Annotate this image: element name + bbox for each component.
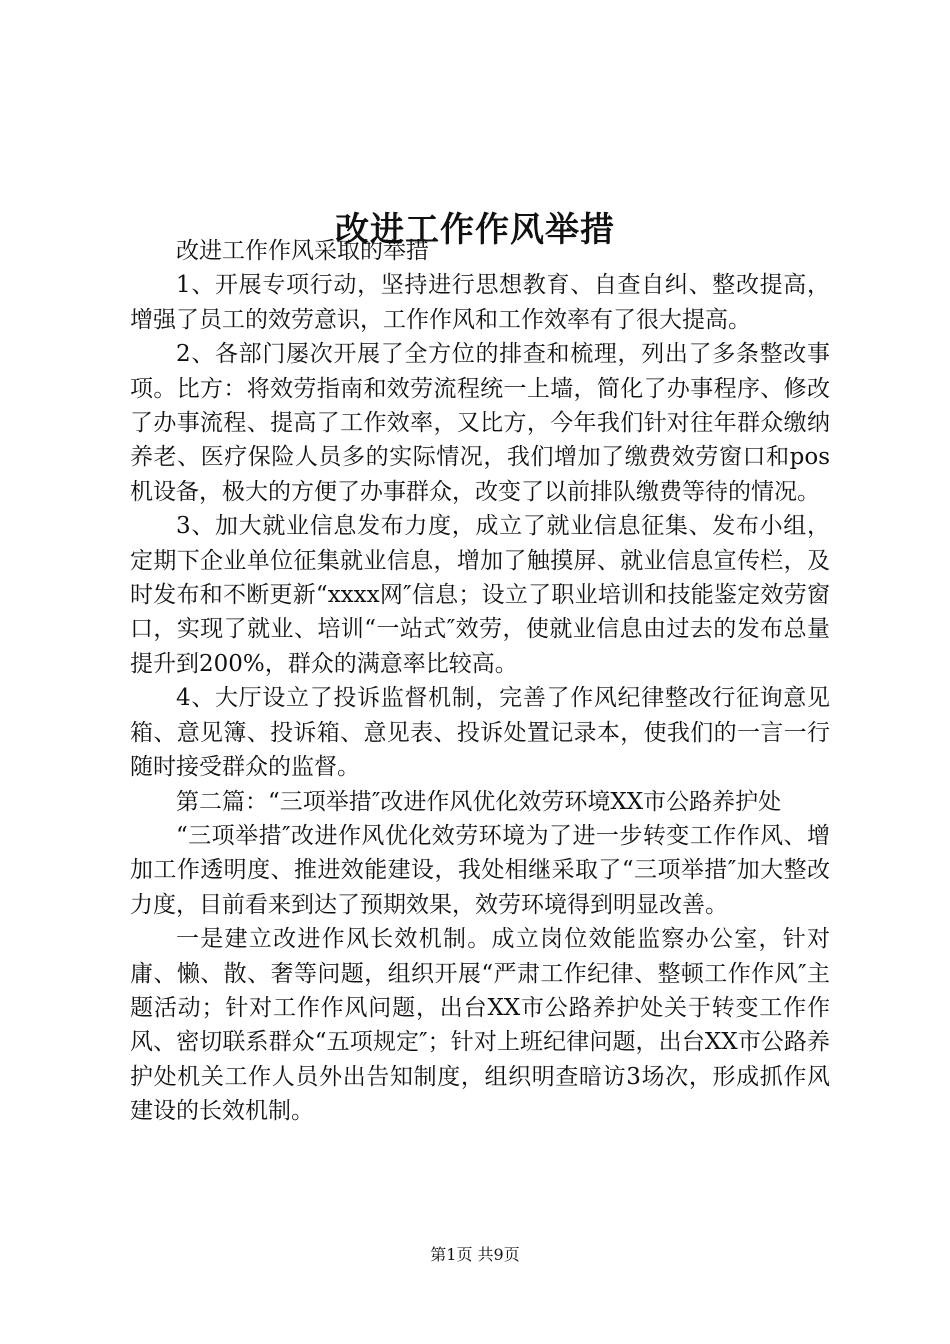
page-footer: 第1页 共9页 [430,1245,520,1264]
document-body [130,234,830,1129]
paragraph: “三项举措″改进作风优化效劳环境为了进一步转变工作作风、增加工作透明度、推进效能建设，我处相继采取了“三项举措″加大整改力度，目前看来到达了预期效果，效劳环境得到明显改善。 [130,822,830,918]
paragraph: 改进工作作风采取的举措 [176,238,429,264]
paragraph: 1、开展专项行动，坚持进行思想教育、自查自纠、整改提高，增强了员工的效劳意识，工作作风和工作效率有了很大提高。 [130,272,830,333]
paragraph: 2、各部门屡次开展了全方位的排查和梳理，列出了多条整改事项。比方：将效劳指南和效劳流程统一上墙，简化了办事程序、修改了办事流程、提高了工作效率，又比方，今年我们针对往年群众缴纳养老、医疗保险人员多的实际情况，我们增加了缴费效劳窗口和pos机设备，极大的方便了办事群众，改变了以前排队缴费等待的情况。 [130,341,830,505]
paragraph: 一是建立改进作风长效机制。成立岗位效能监察办公室，针对庸、懒、散、奢等问题，组织开展“严肃工作纪律、整顿工作作风″主题活动；针对工作作风问题，出台XX市公路养护处关于转变工作作风、密切联系群众“五项规定″；针对上班纪律问题，出台XX市公路养护处机关工作人员外出告知制度，组织明查暗访3场次，形成抓作风建设的长效机制。 [130,926,830,1125]
paragraph: 3、加大就业信息发布力度，成立了就业信息征集、发布小组，定期下企业单位征集就业信息，增加了触摸屏、就业信息宣传栏，及时发布和不断更新“xxxx网″信息；设立了职业培训和技能鉴定效劳窗口，实现了就业、培训“一站式″效劳，使就业信息由过去的发布总量提升到200%，群众的满意率比较高。 [130,513,830,677]
paragraph: 4、大厅设立了投诉监督机制，完善了作风纪律整改行征询意见箱、意见簿、投诉箱、意见表、投诉处置记录本，使我们的一言一行随时接受群众的监督。 [130,685,830,781]
paragraph: 第二篇：“三项举措″改进作风优化效劳环境XX市公路养护处 [176,788,782,815]
document-title: 改进工作作风举措 [335,209,615,250]
